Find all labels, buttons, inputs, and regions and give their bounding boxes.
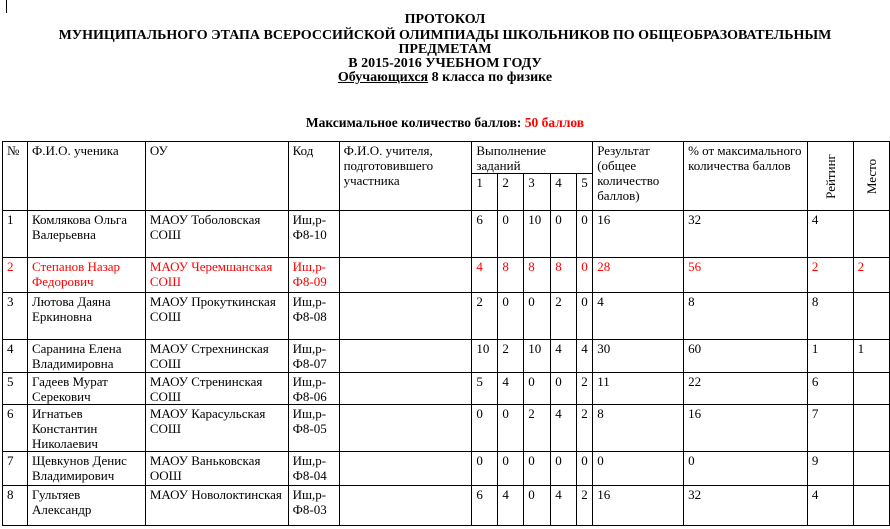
col-rating-header xyxy=(807,142,853,211)
row-task-1: 10 xyxy=(472,340,498,373)
row-rating: 1 xyxy=(807,340,853,373)
row-task-2: 8 xyxy=(498,258,524,293)
row-name: Степанов Назар Федорович xyxy=(27,258,145,293)
row-task-4: 2 xyxy=(551,293,577,340)
header-class xyxy=(0,71,890,85)
row-task-5: 2 xyxy=(577,373,593,405)
row-name: Игнатьев Константин Николаевич xyxy=(27,405,145,452)
row-place xyxy=(853,373,889,405)
row-percent: 56 xyxy=(684,258,808,293)
row-code: Иш,р-Ф8-09 xyxy=(288,258,339,293)
row-teacher xyxy=(339,258,472,293)
row-code: Иш,р-Ф8-08 xyxy=(288,293,339,340)
row-teacher xyxy=(339,486,472,526)
row-place xyxy=(853,293,889,340)
row-task-5: 2 xyxy=(577,405,593,452)
row-teacher xyxy=(339,373,472,405)
row-task-5: 0 xyxy=(577,211,593,258)
row-place: 1 xyxy=(853,340,889,373)
row-task-4: 4 xyxy=(551,340,577,373)
row-num: 3 xyxy=(3,293,28,340)
row-task-1: 2 xyxy=(472,293,498,340)
row-rating: 9 xyxy=(807,452,853,486)
max-score-label: Максимальное количество баллов: xyxy=(305,115,525,130)
row-task-4: 4 xyxy=(551,405,577,452)
row-rating: 7 xyxy=(807,405,853,452)
row-task-3: 2 xyxy=(524,405,551,452)
row-task-3: 10 xyxy=(524,340,551,373)
max-score-line xyxy=(0,115,890,131)
row-result: 28 xyxy=(593,258,684,293)
row-task-5: 0 xyxy=(577,452,593,486)
table-row xyxy=(3,486,890,526)
row-task-3: 0 xyxy=(524,486,551,526)
col-school-header: ОУ xyxy=(145,142,288,211)
row-task-5: 4 xyxy=(577,340,593,373)
row-num: 8 xyxy=(3,486,28,526)
row-rating: 6 xyxy=(807,373,853,405)
row-teacher xyxy=(339,211,472,258)
row-task-5: 2 xyxy=(577,486,593,526)
table-row xyxy=(3,373,890,405)
row-rating: 8 xyxy=(807,293,853,340)
row-school: МАОУ Стренинская СОШ xyxy=(145,373,288,405)
row-percent: 22 xyxy=(684,373,808,405)
max-score-value: 50 баллов xyxy=(524,115,585,130)
task-number-2: 2 xyxy=(498,174,524,211)
row-place xyxy=(853,211,889,258)
table-row xyxy=(3,211,890,258)
row-task-3: 0 xyxy=(524,293,551,340)
protocol-header xyxy=(0,13,890,85)
row-task-2: 2 xyxy=(498,340,524,373)
row-school: МАОУ Стрехнинская СОШ xyxy=(145,340,288,373)
col-result-header: Результат (общее количество баллов) xyxy=(593,142,684,211)
row-place: 2 xyxy=(853,258,889,293)
row-percent: 32 xyxy=(684,486,808,526)
col-rating-label: Рейтинг xyxy=(822,153,838,199)
task-number-3: 3 xyxy=(524,174,551,211)
row-school: МАОУ Новолоктинская xyxy=(145,486,288,526)
row-name: Гадеев Мурат Серекович xyxy=(27,373,145,405)
row-code: Иш,р-Ф8-06 xyxy=(288,373,339,405)
header-olympiad: МУНИЦИПАЛЬНОГО ЭТАПА ВСЕРОССИЙСКОЙ ОЛИМПИАДЫ ШКОЛЬНИКОВ ПО ОБЩЕОБРАЗОВАТЕЛЬНЫМ ПРЕДМЕТАМ xyxy=(58,28,832,57)
row-task-4: 8 xyxy=(551,258,577,293)
row-school: МАОУ Прокуткинская СОШ xyxy=(145,293,288,340)
row-task-1: 0 xyxy=(472,405,498,452)
row-rating: 4 xyxy=(807,486,853,526)
header-row xyxy=(3,142,890,174)
col-name-header: Ф.И.О. ученика xyxy=(27,142,145,211)
row-task-3: 8 xyxy=(524,258,551,293)
row-task-4: 0 xyxy=(551,452,577,486)
row-code: Иш,р-Ф8-05 xyxy=(288,405,339,452)
row-num: 7 xyxy=(3,452,28,486)
row-task-3: 0 xyxy=(524,452,551,486)
row-teacher xyxy=(339,340,472,373)
row-percent: 8 xyxy=(684,293,808,340)
row-task-2: 4 xyxy=(498,373,524,405)
row-task-1: 6 xyxy=(472,211,498,258)
row-teacher xyxy=(339,293,472,340)
row-code: Иш,р-Ф8-04 xyxy=(288,452,339,486)
row-code: Иш,р-Ф8-03 xyxy=(288,486,339,526)
task-number-4: 4 xyxy=(551,174,577,211)
row-task-1: 5 xyxy=(472,373,498,405)
row-result: 4 xyxy=(593,293,684,340)
row-task-1: 6 xyxy=(472,486,498,526)
col-code-header: Код xyxy=(288,142,339,211)
row-result: 8 xyxy=(593,405,684,452)
row-teacher xyxy=(339,405,472,452)
col-tasks-header: Выполнение заданий xyxy=(472,142,593,174)
row-name: Лютова Даяна Еркиновна xyxy=(27,293,145,340)
row-task-1: 0 xyxy=(472,452,498,486)
row-place xyxy=(853,486,889,526)
row-percent: 32 xyxy=(684,211,808,258)
row-place xyxy=(853,405,889,452)
row-task-4: 4 xyxy=(551,486,577,526)
row-task-2: 0 xyxy=(498,293,524,340)
header-title: ПРОТОКОЛ xyxy=(404,12,486,27)
results-table xyxy=(2,141,890,526)
row-teacher xyxy=(339,452,472,486)
row-num: 2 xyxy=(3,258,28,293)
table-row xyxy=(3,405,890,452)
row-result: 11 xyxy=(593,373,684,405)
col-teacher-header: Ф.И.О. учителя, подготовившего участника xyxy=(339,142,472,211)
row-school: МАОУ Ваньковская ООШ xyxy=(145,452,288,486)
row-task-3: 0 xyxy=(524,373,551,405)
row-num: 4 xyxy=(3,340,28,373)
row-school: МАОУ Тоболовская СОШ xyxy=(145,211,288,258)
row-name: Саранина Елена Владимировна xyxy=(27,340,145,373)
row-rating: 4 xyxy=(807,211,853,258)
row-percent: 60 xyxy=(684,340,808,373)
row-result: 0 xyxy=(593,452,684,486)
row-code: Иш,р-Ф8-07 xyxy=(288,340,339,373)
row-result: 30 xyxy=(593,340,684,373)
header-year: В 2015-2016 УЧЕБНОМ ГОДУ xyxy=(348,56,542,71)
task-number-1: 1 xyxy=(472,174,498,211)
row-task-2: 0 xyxy=(498,211,524,258)
row-percent: 16 xyxy=(684,405,808,452)
table-row xyxy=(3,452,890,486)
col-percent-header: % от максимального количества баллов xyxy=(684,142,808,211)
row-rating: 2 xyxy=(807,258,853,293)
row-task-5: 0 xyxy=(577,293,593,340)
col-num-header: № xyxy=(3,142,28,211)
header-class-rest: 8 класса по физике xyxy=(428,70,553,85)
table-row xyxy=(3,293,890,340)
row-code: Иш,р-Ф8-10 xyxy=(288,211,339,258)
row-school: МАОУ Карасульская СОШ xyxy=(145,405,288,452)
row-task-5: 0 xyxy=(577,258,593,293)
text-cursor xyxy=(6,0,7,13)
col-place-label: Место xyxy=(863,158,879,194)
row-num: 1 xyxy=(3,211,28,258)
row-place xyxy=(853,452,889,486)
task-number-5: 5 xyxy=(577,174,593,211)
row-task-1: 4 xyxy=(472,258,498,293)
table-row xyxy=(3,340,890,373)
row-task-4: 0 xyxy=(551,373,577,405)
row-name: Гультяев Александр xyxy=(27,486,145,526)
row-task-2: 0 xyxy=(498,452,524,486)
row-name: Комлякова Ольга Валерьевна xyxy=(27,211,145,258)
row-task-2: 4 xyxy=(498,486,524,526)
row-name: Щевкунов Денис Владимирович xyxy=(27,452,145,486)
row-num: 5 xyxy=(3,373,28,405)
row-result: 16 xyxy=(593,211,684,258)
row-school: МАОУ Черемшанская СОШ xyxy=(145,258,288,293)
row-percent: 0 xyxy=(684,452,808,486)
col-place-header xyxy=(853,142,889,211)
row-result: 16 xyxy=(593,486,684,526)
row-task-3: 10 xyxy=(524,211,551,258)
row-task-4: 0 xyxy=(551,211,577,258)
table-row xyxy=(3,258,890,293)
header-class-underlined: Обучающихся xyxy=(337,70,429,85)
row-task-2: 0 xyxy=(498,405,524,452)
row-num: 6 xyxy=(3,405,28,452)
